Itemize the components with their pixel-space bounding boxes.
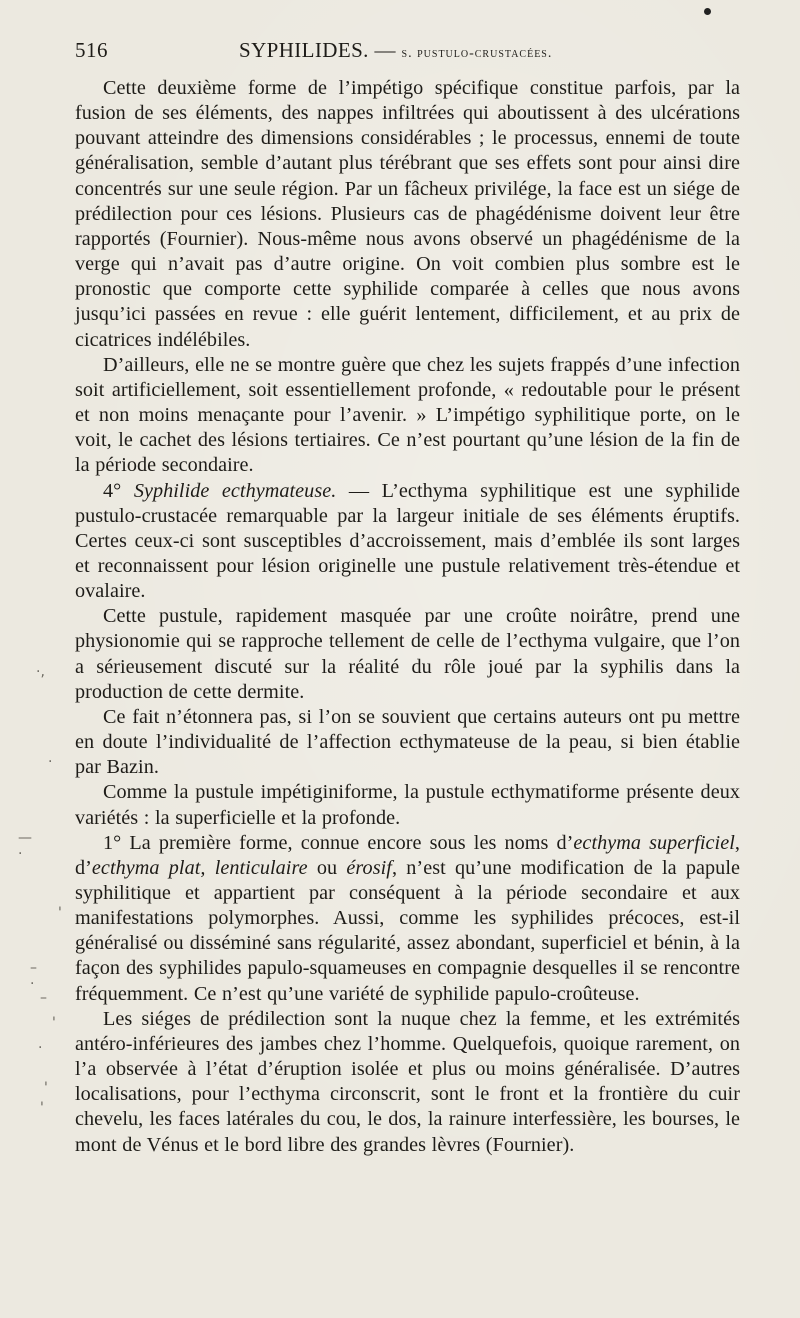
paragraph-ecthyma-heading bbox=[75, 479, 740, 605]
margin-mark: –· bbox=[30, 960, 37, 992]
paragraph-deux-varietes: Comme la pustule impétiginiforme, la pustule ecthymatiforme présente deux variétés : la superficielle et la profonde. bbox=[75, 781, 740, 829]
margin-mark: – bbox=[40, 990, 47, 1006]
paragraph-infection-profonde: D’ailleurs, elle ne se montre guère que chez les sujets frappés d’une infection soit artificiellement, soit essentiellement profonde, « redoutable pour le présent et non moins menaçante pour l’avenir. » L’impétigo syphilitique porte, on le voit, le cachet des lésions tertiaires. Ce n’est pourtant qu’une lésion de la fin de la période secondaire. bbox=[75, 353, 740, 477]
term-ecthyma-plat: ecthyma plat, lenticulaire bbox=[91, 856, 308, 879]
margin-mark: ·, bbox=[36, 664, 45, 680]
running-title bbox=[239, 38, 552, 63]
margin-mark: · bbox=[38, 1040, 43, 1056]
margin-mark: ' bbox=[44, 1080, 48, 1096]
section-number: 4° bbox=[103, 479, 122, 502]
section-subtitle: s. pustulo-crustacées. bbox=[401, 46, 553, 61]
page-number: 516 bbox=[75, 38, 108, 62]
paragraph-pustule-croute: Cette pustule, rapidement masquée par une croûte noirâtre, prend une physionomie qui se rapproche tellement de celle de l’ecthyma vulgaire, que l’on a sérieusement discuté sur la réalité du rôle joué par la syphilis dans la production de cette dermite. bbox=[75, 605, 740, 703]
paragraph-premiere-forme bbox=[75, 831, 740, 1007]
chapter-title: SYPHILIDES. bbox=[239, 38, 369, 62]
section-heading: Syphilide ecthymateuse. bbox=[133, 479, 337, 502]
paragraph-bazin: Ce fait n’étonnera pas, si l’on se souvient que certains auteurs ont pu mettre en doute l’individualité de l’affection ecthymateuse de la peau, si bien établie par Bazin. bbox=[75, 705, 740, 779]
item-intro: La première forme, connue encore sous les noms bbox=[129, 831, 557, 854]
term-erosif: érosif bbox=[346, 856, 392, 879]
item-d1: d’ bbox=[556, 831, 574, 854]
item-ou: ou bbox=[307, 856, 347, 879]
item-d2: d’ bbox=[75, 856, 92, 879]
item-comma1: , bbox=[734, 831, 740, 854]
margin-mark: —· bbox=[18, 830, 32, 862]
margin-mark: ' bbox=[52, 1015, 56, 1031]
margin-mark: ' bbox=[40, 1100, 44, 1116]
margin-mark: · bbox=[48, 754, 53, 770]
term-ecthyma-superficiel: ecthyma superficiel bbox=[573, 831, 735, 854]
running-head bbox=[75, 38, 745, 68]
paragraph-sieges: Les siéges de prédilection sont la nuque chez la femme, et les extrémités antéro-inférieures des jambes chez l’homme. Quelquefois, quoique rarement, on l’a observée à l’état d’éruption isolée et plus ou moins généralisée. D’autres localisations, pour l’ecthyma circonscrit, sont le front et la frontière du cuir chevelu, les faces latérales du cou, le dos, la rainure interfessière, les bourses, le mont de Vénus et le bord libre des grandes lèvres (Fournier). bbox=[75, 1007, 740, 1156]
item-text: n’est qu’une modification de la papule syphilitique et appartient par conséquent à la période secondaire et aux manifestations polymorphes. Aussi, comme les syphilides précoces, est-il généralisé ou disséminé sans régularité, assez abondant, superficiel et bénin, à la façon des syphilides papulo-squameuses en compagnie desquelles il se rencontre fréquemment. Ce n’est qu’une variété de syphilide papulo-croûteuse. bbox=[75, 856, 740, 1005]
item-number: 1° bbox=[103, 831, 122, 854]
section-text: L’ecthyma syphilitique est une syphilide pustulo-crustacée remarquable par la largeur initiale de ses éléments éruptifs. Certes ceux-ci sont susceptibles d’accroissement, mais d’emblée ils sont larges et reconnaissent pour lésion originelle une pustule relativement très-étendue et ovalaire. bbox=[75, 479, 740, 603]
ink-dot bbox=[704, 8, 711, 15]
margin-mark: ' bbox=[58, 905, 62, 921]
title-separator: — bbox=[368, 38, 402, 62]
item-comma2: , bbox=[391, 856, 407, 879]
paragraph-impetigo-ulceration: Cette deuxième forme de l’impétigo spécifique constitue parfois, par la fusion de ses éléments, des nappes infiltrées qui aboutissent à des ulcérations pouvant atteindre des dimensions considérables ; le processus, ennemi de toute généralisation, semble d’autant plus térébrant que ses effets sont pour ainsi dire concentrés sur une seule région. Par un fâcheux privilége, la face est un siége de prédilection pour ces lésions. Plusieurs cas de phagédénisme doivent leur être rapportés (Fournier). Nous-même nous avons observé un phagédénisme de la verge qui n’avait pas d’autre origine. On voit combien plus sombre est le pronostic que comporte cette syphilide comparée à celles que nous avons jusqu’ici passées en revue : elle guérit lentement, difficilement, et au prix de cicatrices indélébiles. bbox=[75, 77, 740, 351]
heading-dash: — bbox=[336, 479, 382, 502]
body-text bbox=[75, 76, 740, 1158]
